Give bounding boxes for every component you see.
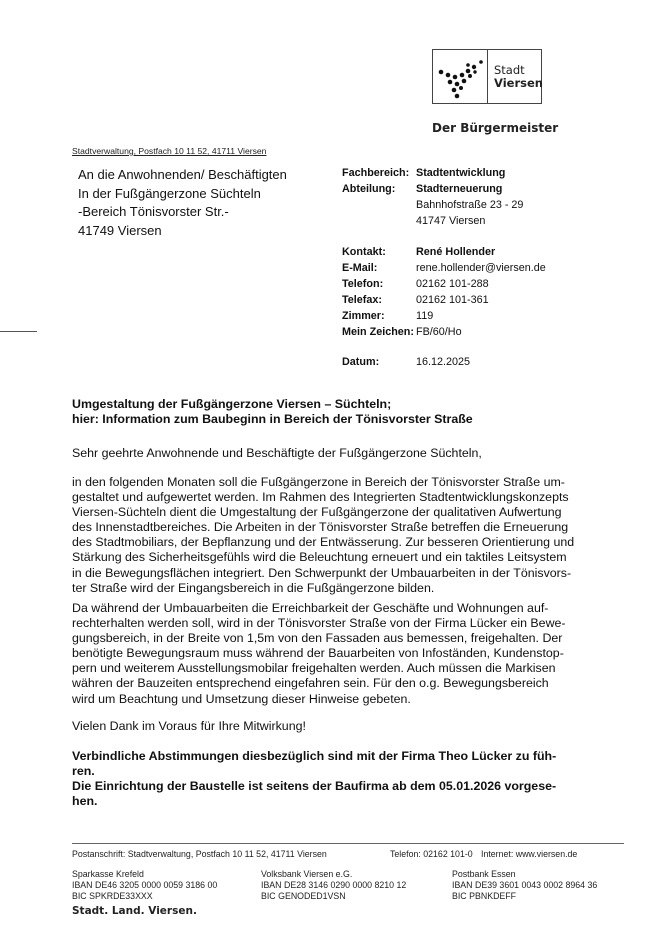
label: Fachbereich:: [342, 167, 410, 179]
city-logo: [432, 49, 542, 104]
bold-notes: [72, 749, 632, 809]
logo-text-stadt: Stadt: [494, 63, 525, 77]
text-line: Die Einrichtung der Baustelle ist seitens der Baufirma ab dem 05.01.2026 vorgese-: [72, 779, 557, 794]
sender-return-address: Stadtverwaltung, Postfach 10 11 52, 41711 Viersen: [72, 146, 267, 156]
text-line: pern und weiterem Ausstellungsmobilar freigehalten werden. Auch müssen die Markisen: [72, 661, 556, 676]
text-line: in die Bewegungsflächen integriert. Den Schwerpunkt der Umbauarbeiten in der Tönisvors-: [72, 565, 572, 580]
fold-mark: [0, 331, 37, 332]
text-line: gestaltet und aufgewertet werden. Im Rahmen des Integrierten Stadtentwicklungskonzepts: [72, 490, 569, 505]
label: Zimmer:: [342, 310, 385, 322]
value: Stadterneuerung: [416, 183, 503, 195]
label: Datum:: [342, 356, 380, 368]
city-slogan: Stadt. Land. Viersen.: [72, 905, 197, 917]
text-line: hen.: [72, 794, 98, 809]
value: Bahnhofstraße 23 - 29: [416, 199, 524, 211]
text-line: wird um Beachtung und Umsetzung dieser Hinweise gebeten.: [72, 691, 411, 706]
text-line: ter Straße wird der Eingangsbereich in die Fußgängerzone bilden.: [72, 580, 435, 595]
bank-iban: IBAN DE28 3146 0290 0000 8210 12: [261, 880, 407, 890]
text-line: Viersen-Süchteln dient die Umgestaltung der Fußgängerzone der qualitativen Aufwertung: [72, 505, 562, 520]
checkmark-dots-icon: [437, 56, 485, 100]
footer-postal-address: Postanschrift: Stadtverwaltung, Postfach 10 11 52, 41711 Viersen: [72, 849, 327, 859]
value: 119: [416, 310, 434, 322]
text-line: benötigte Bewegungsraum muss während der Bauarbeiten von Infoständen, Kundenstop-: [72, 646, 564, 661]
text-line: des Stadtmobiliars, der Bepflanzung und der Entwässerung. Zur besseren Orientierung und: [72, 535, 575, 550]
recipient-line: In der Fußgängerzone Süchteln: [78, 185, 261, 201]
bank-name: Volksbank Viersen e.G.: [261, 869, 353, 879]
label: E-Mail:: [342, 262, 378, 274]
text-line: ren.: [72, 764, 95, 779]
paragraph-2: [72, 601, 632, 707]
text-line: rechterhalten werden soll, wird in der Tönisvorster Straße von der Firma Lücker ein Bewe-: [72, 616, 566, 631]
value: 41747 Viersen: [416, 215, 486, 227]
value: 16.12.2025: [416, 356, 471, 368]
logo-wordmark: [494, 64, 543, 90]
text-line: gungsbereich, in der Breite von 1,5m von den Fassaden aus bemessen, freigehalten. Der: [72, 631, 563, 646]
bank-name: Sparkasse Krefeld: [72, 869, 144, 879]
label: Telefon:: [342, 278, 384, 290]
text-line: Da während der Umbauarbeiten die Erreichbarkeit der Geschäfte und Wohnungen auf-: [72, 601, 549, 615]
footer-divider: [72, 843, 624, 844]
text-line: Vielen Dank im Voraus für Ihre Mitwirkung!: [72, 719, 306, 733]
label: Mein Zeichen:: [342, 326, 414, 338]
recipient-line: An die Anwohnenden/ Beschäftigten: [78, 167, 287, 182]
bank-bic: BIC GENODED1VSN: [261, 891, 346, 901]
paragraph-1: [72, 475, 632, 596]
value: FB/60/Ho: [416, 326, 462, 338]
bank-iban: IBAN DE39 3601 0043 0002 8964 36: [452, 880, 598, 890]
value: Stadtentwicklung: [416, 167, 506, 179]
subject-line: hier: Information zum Baubeginn in Bereich der Tönisvorster Straße: [72, 412, 473, 426]
recipient-line: 41749 Viersen: [78, 222, 162, 238]
text-line: währen der Bauzeiten entsprechend eingefahren sein. Für den o.g. Bewegungsbereich: [72, 676, 549, 691]
bank-sparkasse: [72, 869, 217, 902]
recipient-line: -Bereich Tönisvorster Str.-: [78, 204, 229, 219]
salutation: Sehr geehrte Anwohnende und Beschäftigte der Fußgängerzone Süchteln,: [72, 446, 482, 460]
value: 02162 101-288: [416, 278, 489, 290]
mayor-title: Der Bürgermeister: [432, 121, 559, 135]
value: 02162 101-361: [416, 294, 489, 306]
email-link[interactable]: rene.hollender@viersen.de: [416, 262, 546, 274]
text-line: Verbindliche Abstimmungen diesbezüglich sind mit der Firma Theo Lücker zu füh-: [72, 749, 557, 763]
text-line: Stärkung des Sicherheitsgefühls wird die Beleuchtung erneuert und ein taktiles Leitsystem: [72, 550, 567, 565]
text-line: in den folgenden Monaten soll die Fußgängerzone in Bereich der Tönisvorster Straße um-: [72, 475, 565, 489]
recipient-address: [78, 166, 287, 240]
text-line: des Innenstadtbereiches. Die Arbeiten in der Tönisvorster Straße betreffen die Erneuerung: [72, 520, 569, 535]
bank-iban: IBAN DE46 3205 0000 0059 3186 00: [72, 880, 218, 890]
logo-divider: [487, 50, 488, 103]
bank-postbank: [452, 869, 597, 902]
value: René Hollender: [416, 246, 496, 258]
subject-line: Umgestaltung der Fußgängerzone Viersen – Süchteln;: [72, 397, 392, 411]
label: Telefax:: [342, 294, 383, 306]
label: Kontakt:: [342, 246, 386, 258]
label: Abteilung:: [342, 183, 396, 195]
bank-bic: BIC PBNKDEFF: [452, 891, 517, 901]
footer-phone: Telefon: 02162 101-0: [390, 849, 473, 859]
bank-name: Postbank Essen: [452, 869, 516, 879]
footer-website-link[interactable]: Internet: www.viersen.de: [481, 849, 578, 859]
thanks: [72, 719, 632, 734]
bank-volksbank: [261, 869, 406, 902]
subject: [72, 397, 473, 427]
bank-bic: BIC SPKRDE33XXX: [72, 891, 153, 901]
logo-text-viersen: Viersen: [494, 76, 543, 90]
